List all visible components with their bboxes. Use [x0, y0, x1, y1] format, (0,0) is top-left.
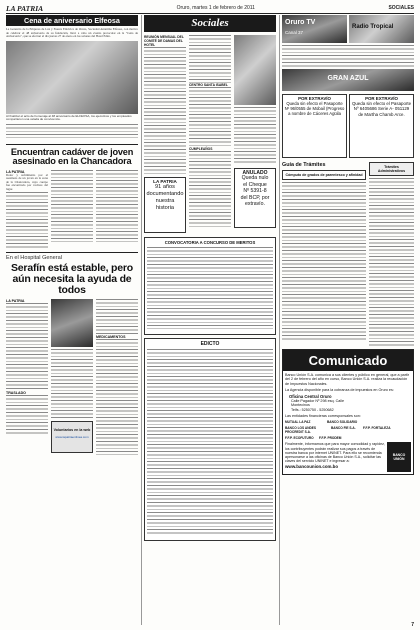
story-serafin-subhead: MEDICAMENTOS	[96, 335, 126, 340]
story-chancadora-text2	[51, 170, 93, 242]
radio-brand: Radio Tropical	[352, 24, 394, 30]
comunicado-title: Comunicado	[283, 350, 413, 371]
convocatoria-text	[147, 247, 273, 329]
extravio1-body: Queda sin efecto el Pasaporte Nº 96/0555 de Mobail (Progreso a nombre de Cáceres Agüila	[284, 101, 345, 117]
edicto-title: EDICTO	[200, 341, 220, 347]
story-serafin-kicker: En el Hospital General	[6, 252, 138, 261]
comunicado-body: Banco Unión S.A. comunica a sus clientes y público en general, que a partir del 2 de febrero del año en curso, Banco Unión S.A. realiza la recaudación de Impuestos Nacionales.	[285, 373, 410, 386]
story-elfeosa-caption: Al finalizar el acto de homenaje al 48 aniversario de ELFEOSA, los ejecutivos y los empleados compartieron una velada de convivencia.	[6, 113, 132, 121]
tv-ad	[282, 15, 347, 43]
bank-item: F.F.P. ECOFUTURO	[285, 436, 314, 441]
extravio-row	[282, 94, 414, 158]
story-chancadora-col1	[6, 170, 48, 249]
extravio-notice-2	[349, 94, 414, 158]
tv-channel: Canal 37	[285, 30, 304, 35]
column-divider-2	[279, 15, 280, 625]
tramites-subtitle: Cómputo de grados de parentesco y afinidad	[282, 170, 366, 180]
tramites-title: Guía de Trámites	[282, 162, 326, 168]
header-section: SOCIALES	[388, 5, 414, 11]
story-chancadora-text3	[96, 170, 138, 242]
photo-elfeosa-dinner	[6, 41, 138, 114]
tramites-side	[369, 162, 414, 346]
photo-sociales	[234, 35, 276, 105]
tv-brand: Oruro TV	[285, 19, 316, 26]
tramites-text1	[282, 182, 366, 342]
extravio2-body: Queda sin efecto el Pasaporte Nº 6405686 Serie A- 051129 de Martha Chamb Arce.	[351, 101, 412, 117]
story-serafin-headline: Serafín está estable, pero aún necesita la ayuda de todos	[10, 262, 134, 297]
convocatoria-box	[144, 237, 276, 335]
story-chancadora-body-row	[6, 170, 138, 249]
comunicado-address2: Montecinos	[291, 403, 310, 408]
extravio2-title: POR EXTRAVÍO	[365, 96, 398, 101]
middle-column	[144, 15, 276, 625]
promo-line3: nuestra	[155, 198, 175, 204]
promo-line2: documentando	[146, 191, 184, 197]
notice-line5: extravío.	[245, 201, 265, 208]
story-serafin-col2	[51, 299, 93, 455]
story-chancadora-lead: Dolor y sufrimiento por el asesinato de un joven en la zona de la Chancadora, cuyo cuerpo fue encontrado por vecinos del lugar.	[6, 172, 48, 191]
story-elfeosa-intro: La Gerencia de la Empresa de Luz y Fuerza Eléctrica de Oruro, Sociedad Anónima Elfeosa, con motivo de celebrar el 48 aniversario de su fundación, llevó a cabo un evento protocolar en la "Cena de Aniversario", que se efectuó el día jueves 27 de enero en los salones del Hotel Edén.	[6, 27, 138, 38]
edicto-box	[144, 338, 276, 541]
header-dateline: Oruro, martes 1 de febrero de 2011	[176, 5, 255, 11]
tramites-text2	[369, 178, 414, 346]
promo-box	[144, 177, 186, 233]
sociales-body-row	[144, 35, 276, 233]
notice-box-anulado	[234, 168, 276, 228]
comunicado-office-name: Oficina Central Oruro	[289, 394, 332, 400]
sociales-subhead2: CENTRO SANTA ISABEL	[189, 83, 228, 87]
bank-item: BANCO FIE S.A.	[331, 426, 356, 431]
banco-union-logo	[387, 442, 411, 472]
story-serafin-col1	[6, 299, 48, 455]
bank-item: BANCO SOLIDARIO	[327, 420, 358, 425]
comunicado-agency-line: La Agencia disponible para la cobranza de impuestos en Oruro es:	[285, 387, 394, 392]
tramites-main	[282, 162, 366, 346]
bank-item: MUTUAL LA PAZ	[285, 420, 311, 425]
sociales-text2	[189, 35, 231, 83]
notice-line1: Queda nulo	[241, 175, 269, 181]
story-serafin-text2	[51, 349, 93, 419]
promo-brand: LA PATRIA	[153, 179, 177, 184]
comunicado-entities-line: Las entidades financieras corresponsales son:	[285, 414, 361, 419]
bank-item: F.F.P. PRODEM	[319, 436, 342, 441]
gran-azul-ad	[282, 69, 414, 91]
story-chancadora-byline: LA PATRIA	[6, 169, 25, 174]
convocatoria-title: CONVOCATORIA A CONCURSO DE MERITOS	[164, 240, 256, 245]
story-serafin-body-row	[6, 299, 138, 455]
story-serafin-text1b	[6, 395, 48, 435]
media-ads-text	[282, 45, 414, 67]
notice-line2: el Cheque	[243, 181, 267, 188]
story-serafin-text3b	[96, 339, 138, 455]
section-title-sociales: Sociales	[144, 15, 276, 32]
banner-ad-url[interactable]: www.lapatriaenlinea.com	[55, 435, 89, 440]
sociales-text2c	[189, 151, 231, 229]
extravio1-title: POR EXTRAVÍO	[298, 96, 331, 101]
promo-line4: historia	[155, 205, 175, 211]
story-serafin-subhead2: TRASLADO	[6, 391, 26, 396]
story-chancadora-col2	[51, 170, 93, 249]
column-divider-1	[141, 15, 142, 625]
comunicado-website[interactable]: www.bancounion.com.bo	[285, 464, 339, 470]
sociales-subhead3: CUMPLEAÑOS	[189, 147, 213, 151]
sociales-subhead1: REUNIÓN MENSUAL DEL COMITÉ DE DAMAS DEL HOTEL	[144, 35, 184, 47]
comunicado-phones: Telfs.: 5250750 - 5250682	[291, 407, 334, 412]
comunicado-closing-block	[285, 442, 385, 472]
newspaper-brand: LA PATRIA	[6, 3, 44, 13]
story-chancadora-col3	[96, 170, 138, 249]
radio-ad	[349, 15, 414, 43]
story-serafin-text3	[96, 299, 138, 335]
story-chancadora-headline: Encuentran cadáver de joven asesinado en la Chancadora	[6, 144, 138, 167]
comunicado-closing: Finalmente, informamos que para mayor comodidad y rapidez, los contribuyentes podrán realizar sus pagos a través de nuestra banca por internet UNINET. Para ello se recomienda apersonarse a las oficinas de Banco Unión S.A., solicitar las claves del servicio UNINET e ingresar a:	[285, 442, 385, 464]
sociales-text1	[144, 47, 186, 175]
sociales-text2b	[189, 87, 231, 147]
extravio-notice-1	[282, 94, 347, 158]
photo-serafin	[51, 299, 93, 347]
banner-ad-box	[51, 421, 93, 453]
notice-line4: del BCP, por	[240, 194, 270, 201]
comunicado-box	[282, 349, 414, 475]
notice-line3: Nº 5391-8	[243, 188, 267, 195]
story-elfeosa-body	[6, 124, 138, 138]
right-column	[282, 15, 414, 625]
story-chancadora-text1	[6, 192, 48, 248]
tramites-brand: Trámites Administrativos	[369, 162, 414, 176]
left-column	[6, 15, 138, 625]
comunicado-footer	[283, 440, 413, 474]
notice-title: ANULADO	[242, 170, 268, 176]
story-serafin-byline: LA PATRIA	[6, 299, 25, 304]
sociales-col1	[144, 35, 186, 233]
sociales-col3	[234, 35, 276, 233]
sociales-col2	[189, 35, 231, 233]
page-header	[6, 3, 414, 14]
media-ads-row	[282, 15, 414, 43]
banco-union-logo-text: BANCO UNIÓN	[392, 453, 406, 462]
comunicado-address1: Calle Pagador Nº 298 esq. Calle	[291, 399, 345, 404]
banner-ad-title: Voluntarios en la web	[53, 428, 91, 433]
story-serafin-col3	[96, 299, 138, 455]
edicto-text	[147, 349, 273, 534]
comunicado-bank-list	[283, 420, 413, 440]
sociales-text3	[234, 107, 276, 165]
story-serafin-text1	[6, 303, 48, 391]
story-elfeosa-headline: Cena de aniversario Elfeosa	[6, 15, 138, 26]
promo-line1: 91 años	[155, 184, 175, 190]
gran-azul-title: GRAN AZUL	[327, 75, 369, 82]
tramites-row	[282, 162, 414, 346]
bank-item: BANCO LOS ANDES PROCREDIT S.A.	[285, 426, 317, 435]
page-number: 7	[411, 622, 414, 628]
bank-item: F.F.P. FORTALEZA	[363, 426, 391, 431]
